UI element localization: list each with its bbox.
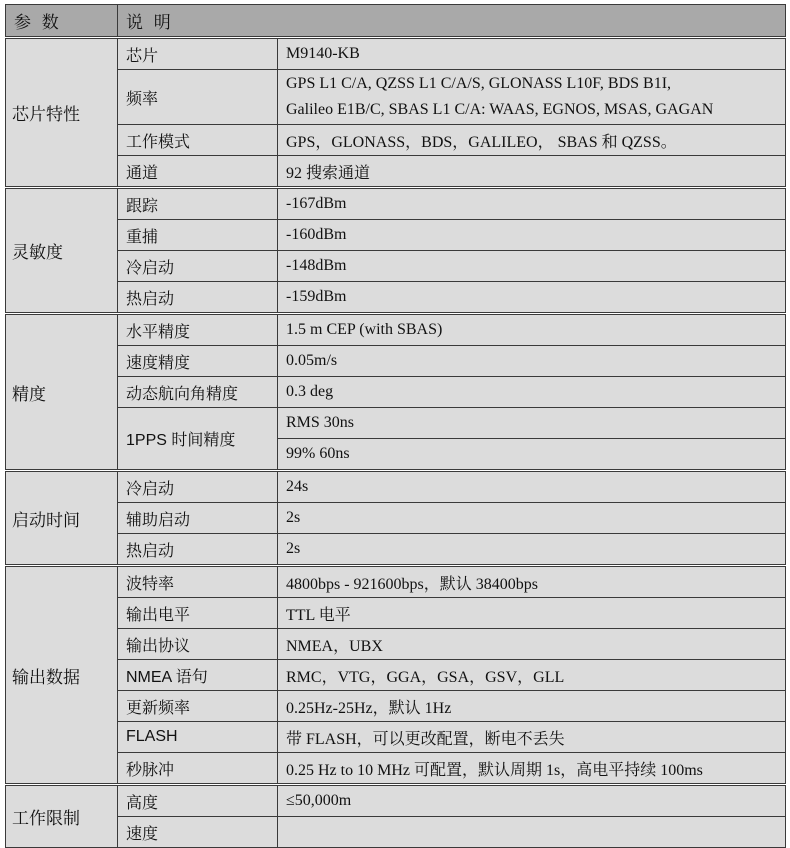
- parameter-value: M9140-KB: [278, 38, 786, 70]
- group-label: 精度: [6, 314, 118, 471]
- parameter-name: 芯片: [118, 38, 278, 70]
- table-row: [6, 408, 786, 439]
- parameter-name: 重捕: [118, 220, 278, 251]
- table-row: [6, 314, 786, 346]
- parameter-value: 92 搜索通道: [278, 156, 786, 188]
- table-header-row: [6, 5, 786, 38]
- table-row: [6, 346, 786, 377]
- table-row: [6, 691, 786, 722]
- parameter-name: 动态航向角精度: [118, 377, 278, 408]
- table-row: [6, 722, 786, 753]
- parameter-value: 24s: [278, 471, 786, 503]
- parameter-value: NMEA，UBX: [278, 629, 786, 660]
- table-row: [6, 566, 786, 598]
- table-row: [6, 503, 786, 534]
- parameter-name: 速度: [118, 817, 278, 848]
- parameter-value: 0.25Hz-25Hz，默认 1Hz: [278, 691, 786, 722]
- parameter-value: 带 FLASH，可以更改配置，断电不丢失: [278, 722, 786, 753]
- parameter-value: GPS L1 C/A, QZSS L1 C/A/S, GLONASS L10F, BDS B1I, Galileo E1B/C, SBAS L1 C/A: WAAS, EGNOS, MSAS, GAGAN: [278, 70, 786, 125]
- parameter-name: 频率: [118, 70, 278, 125]
- parameter-name: 热启动: [118, 282, 278, 314]
- parameter-value: -167dBm: [278, 188, 786, 220]
- parameter-name: 冷启动: [118, 471, 278, 503]
- parameter-name: 通道: [118, 156, 278, 188]
- parameter-name: 输出协议: [118, 629, 278, 660]
- table-row: [6, 817, 786, 848]
- group-label: 输出数据: [6, 566, 118, 785]
- parameter-value: 0.05m/s: [278, 346, 786, 377]
- parameter-value: 4800bps - 921600bps，默认 38400bps: [278, 566, 786, 598]
- table-row: [6, 534, 786, 566]
- parameter-name: NMEA 语句: [118, 660, 278, 691]
- spec-table: [5, 4, 786, 848]
- table-row: [6, 251, 786, 282]
- table-row: [6, 471, 786, 503]
- table-row: [6, 188, 786, 220]
- table-row: [6, 660, 786, 691]
- parameter-name: 波特率: [118, 566, 278, 598]
- parameter-value: [278, 817, 786, 848]
- spec-table-container: [5, 4, 786, 848]
- parameter-value: ≤50,000m: [278, 785, 786, 817]
- parameter-value: 99% 60ns: [278, 439, 786, 471]
- group-label: 启动时间: [6, 471, 118, 566]
- header-parameter: 参 数: [6, 5, 118, 38]
- parameter-value: 0.3 deg: [278, 377, 786, 408]
- parameter-value: RMS 30ns: [278, 408, 786, 439]
- group-label: 灵敏度: [6, 188, 118, 314]
- parameter-value: 0.25 Hz to 10 MHz 可配置，默认周期 1s，高电平持续 100ms: [278, 753, 786, 785]
- parameter-value: GPS，GLONASS，BDS，GALILEO， SBAS 和 QZSS。: [278, 125, 786, 156]
- table-row: [6, 629, 786, 660]
- table-row: [6, 220, 786, 251]
- parameter-value: -148dBm: [278, 251, 786, 282]
- table-row: [6, 785, 786, 817]
- parameter-name: 热启动: [118, 534, 278, 566]
- table-row: [6, 753, 786, 785]
- table-row: [6, 156, 786, 188]
- parameter-value: TTL 电平: [278, 598, 786, 629]
- parameter-value: 2s: [278, 503, 786, 534]
- parameter-name: 跟踪: [118, 188, 278, 220]
- parameter-name: 工作模式: [118, 125, 278, 156]
- parameter-value: 1.5 m CEP (with SBAS): [278, 314, 786, 346]
- parameter-name: 1PPS 时间精度: [118, 408, 278, 471]
- table-row: [6, 70, 786, 125]
- table-row: [6, 377, 786, 408]
- parameter-value: -159dBm: [278, 282, 786, 314]
- parameter-name: 辅助启动: [118, 503, 278, 534]
- parameter-value: -160dBm: [278, 220, 786, 251]
- table-row: [6, 38, 786, 70]
- parameter-name: 高度: [118, 785, 278, 817]
- group-label: 芯片特性: [6, 38, 118, 188]
- parameter-name: 水平精度: [118, 314, 278, 346]
- parameter-name: 速度精度: [118, 346, 278, 377]
- table-row: [6, 282, 786, 314]
- parameter-name: 更新频率: [118, 691, 278, 722]
- parameter-value: RMC，VTG，GGA，GSA，GSV，GLL: [278, 660, 786, 691]
- table-row: [6, 598, 786, 629]
- header-description: 说 明: [118, 5, 786, 38]
- parameter-name: FLASH: [118, 722, 278, 753]
- parameter-name: 输出电平: [118, 598, 278, 629]
- group-label: 工作限制: [6, 785, 118, 848]
- parameter-name: 冷启动: [118, 251, 278, 282]
- table-row: [6, 125, 786, 156]
- parameter-name: 秒脉冲: [118, 753, 278, 785]
- parameter-value: 2s: [278, 534, 786, 566]
